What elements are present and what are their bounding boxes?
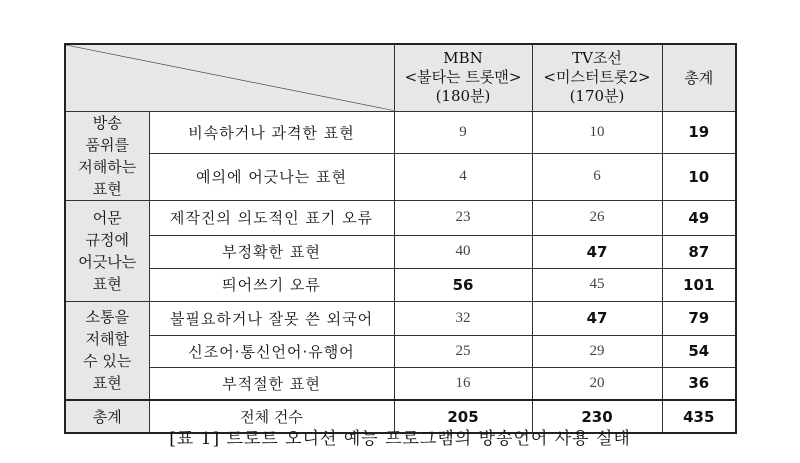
tvchosun-value: 26 — [532, 200, 662, 235]
row-label: 신조어·통신언어·유행어 — [149, 335, 394, 367]
category-line: 표현 — [92, 179, 122, 198]
header-mbn-line1: MBN — [443, 49, 483, 68]
category-line: 어긋나는 — [78, 252, 137, 271]
total-value: 101 — [662, 268, 736, 301]
table-row — [65, 335, 736, 367]
table-row — [65, 268, 736, 301]
header-mbn-line3: (180분) — [435, 87, 491, 106]
diagonal-header-cell — [65, 44, 394, 111]
tvchosun-value: 47 — [532, 235, 662, 268]
header-tvchosun — [532, 44, 662, 111]
header-tvchosun-line1: TV조선 — [572, 49, 622, 68]
footer-label: 전체 건수 — [149, 400, 394, 433]
row-label: 부적절한 표현 — [149, 367, 394, 400]
row-label: 비속하거나 과격한 표현 — [149, 111, 394, 154]
header-mbn — [394, 44, 532, 111]
total-value: 10 — [662, 154, 736, 200]
category-line: 표현 — [92, 374, 122, 393]
footer-tvchosun-value: 230 — [532, 400, 662, 433]
mbn-value: 23 — [394, 200, 532, 235]
header-row — [65, 44, 736, 111]
table-row — [65, 235, 736, 268]
mbn-value: 40 — [394, 235, 532, 268]
mbn-value: 25 — [394, 335, 532, 367]
mbn-value: 9 — [394, 111, 532, 154]
category-line: 어문 — [92, 208, 122, 227]
category-line: 방송 — [92, 113, 122, 132]
tvchosun-value: 45 — [532, 268, 662, 301]
row-label: 제작진의 의도적인 표기 오류 — [149, 200, 394, 235]
tvchosun-value: 6 — [532, 154, 662, 200]
footer-total-value: 435 — [662, 400, 736, 433]
table-row — [65, 200, 736, 235]
total-value: 79 — [662, 301, 736, 335]
header-mbn-line2: <불타는 트롯맨> — [404, 68, 522, 87]
category-line: 소통을 — [85, 308, 129, 327]
table-row — [65, 301, 736, 335]
footer-category: 총계 — [65, 400, 149, 433]
total-value: 19 — [662, 111, 736, 154]
category-line: 규정에 — [85, 230, 129, 249]
category-line: 저해할 — [85, 330, 129, 349]
row-label: 불필요하거나 잘못 쓴 외국어 — [149, 301, 394, 335]
header-total: 총계 — [662, 44, 736, 111]
diagonal-line — [66, 45, 394, 111]
header-tvchosun-line2: <미스터트롯2> — [543, 68, 651, 87]
tvchosun-value: 10 — [532, 111, 662, 154]
mbn-value: 56 — [394, 268, 532, 301]
table-row — [65, 154, 736, 200]
header-tvchosun-line3: (170분) — [569, 87, 625, 106]
category-line: 저해하는 — [78, 157, 137, 176]
tvchosun-value: 20 — [532, 367, 662, 400]
category-line: 품위를 — [85, 135, 129, 154]
row-label: 띄어쓰기 오류 — [149, 268, 394, 301]
category-cell — [65, 200, 149, 301]
mbn-value: 16 — [394, 367, 532, 400]
mbn-value: 32 — [394, 301, 532, 335]
total-value: 87 — [662, 235, 736, 268]
category-cell — [65, 111, 149, 200]
category-line: 표현 — [92, 274, 122, 293]
category-line: 수 있는 — [83, 352, 132, 371]
tvchosun-value: 47 — [532, 301, 662, 335]
mbn-value: 4 — [394, 154, 532, 200]
row-label: 부정확한 표현 — [149, 235, 394, 268]
table-row — [65, 111, 736, 154]
table-row — [65, 367, 736, 400]
usage-table — [64, 43, 737, 434]
row-label: 예의에 어긋나는 표현 — [149, 154, 394, 200]
tvchosun-value: 29 — [532, 335, 662, 367]
table-caption: [표 1] 트로트 오디션 예능 프로그램의 방송언어 사용 실태 — [169, 429, 631, 449]
total-value: 54 — [662, 335, 736, 367]
total-value: 36 — [662, 367, 736, 400]
category-cell — [65, 301, 149, 400]
footer-mbn-value: 205 — [394, 400, 532, 433]
total-value: 49 — [662, 200, 736, 235]
